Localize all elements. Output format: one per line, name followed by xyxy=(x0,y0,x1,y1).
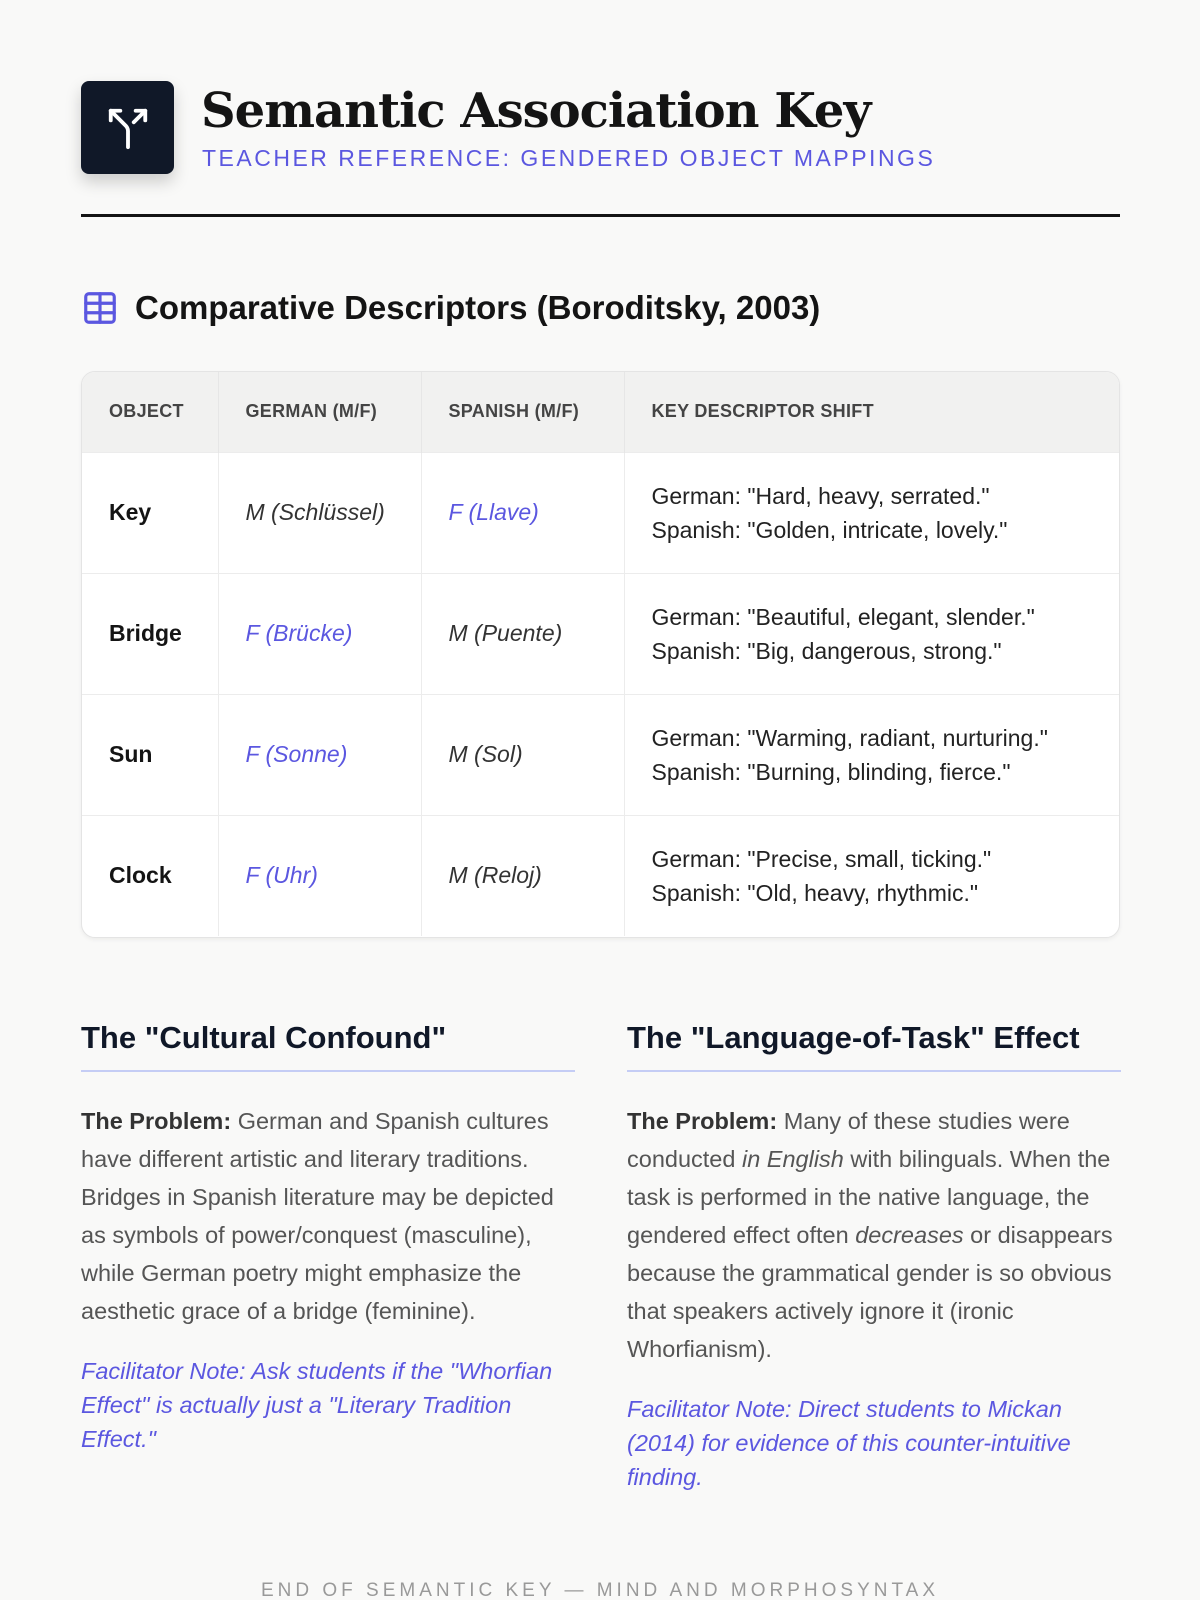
object-cell: Sun xyxy=(82,694,218,815)
german-descriptor: German: "Hard, heavy, serrated." xyxy=(651,482,990,509)
german-descriptor: German: "Warming, radiant, nurturing." xyxy=(651,724,1048,751)
spanish-descriptor: Spanish: "Burning, blinding, fierce." xyxy=(651,758,1011,785)
german-descriptor: German: "Precise, small, ticking." xyxy=(651,845,992,872)
table-row xyxy=(82,694,1119,815)
table-icon xyxy=(81,289,119,327)
table-row xyxy=(82,815,1119,936)
descriptor-cell xyxy=(624,452,1119,573)
card-title: The "Language-of-Task" Effect xyxy=(627,1020,1121,1072)
table-header-row xyxy=(82,372,1119,452)
header xyxy=(81,81,1120,217)
column-header-object: OBJECT xyxy=(82,372,218,452)
column-header-descriptor: KEY DESCRIPTOR SHIFT xyxy=(624,372,1119,452)
spanish-descriptor: Spanish: "Golden, intricate, lovely." xyxy=(651,516,1008,543)
facilitator-note: Facilitator Note: Direct students to Mickan (2014) for evidence of this counter-intuitive finding. xyxy=(627,1396,1071,1490)
descriptor-cell xyxy=(624,573,1119,694)
section-heading xyxy=(81,286,820,330)
column-header-spanish: SPANISH (M/F) xyxy=(421,372,624,452)
emphasis-text: in English xyxy=(741,1146,844,1172)
card-body xyxy=(81,1102,575,1330)
problem-text: or disappears because the grammatical gender is so obvious that speakers actively ignore it (ironic Whorfianism). xyxy=(627,1222,1113,1362)
german-cell: M (Schlüssel) xyxy=(218,452,421,573)
page-title: Semantic Association Key xyxy=(201,83,871,139)
object-cell: Key xyxy=(82,452,218,573)
spanish-descriptor: Spanish: "Old, heavy, rhythmic." xyxy=(651,879,979,906)
problem-text: German and Spanish cultures have different artistic and literary traditions. Bridges in Spanish literature may be depicted as symbols of power/conquest (masculine), while German poetry might emphasize the aesthetic grace of a bridge (feminine). xyxy=(81,1108,554,1324)
spanish-cell: M (Puente) xyxy=(421,573,624,694)
spanish-descriptor: Spanish: "Big, dangerous, strong." xyxy=(651,637,1002,664)
facilitator-note: Facilitator Note: Ask students if the "Whorfian Effect" is actually just a "Literary Tradition Effect." xyxy=(81,1358,553,1452)
object-cell: Bridge xyxy=(82,573,218,694)
column-header-german: GERMAN (M/F) xyxy=(218,372,421,452)
table-row xyxy=(82,452,1119,573)
problem-label: The Problem: xyxy=(81,1108,232,1134)
descriptor-table xyxy=(81,371,1120,938)
language-of-task-card xyxy=(627,1020,1121,1494)
descriptor-cell xyxy=(624,694,1119,815)
spanish-cell: M (Reloj) xyxy=(421,815,624,936)
problem-label: The Problem: xyxy=(627,1108,778,1134)
german-cell: F (Brücke) xyxy=(218,573,421,694)
table-row xyxy=(82,573,1119,694)
german-descriptor: German: "Beautiful, elegant, slender." xyxy=(651,603,1035,630)
branch-arrow-icon xyxy=(105,105,151,151)
cultural-confound-card xyxy=(81,1020,575,1456)
german-cell: F (Uhr) xyxy=(218,815,421,936)
card-title: The "Cultural Confound" xyxy=(81,1020,575,1072)
problem-text: Many of these studies were conducted xyxy=(627,1108,1070,1172)
card-body xyxy=(627,1102,1121,1368)
object-cell: Clock xyxy=(82,815,218,936)
emphasis-text: decreases xyxy=(855,1222,964,1248)
footer: END OF SEMANTIC KEY — MIND AND MORPHOSYNTAX xyxy=(260,1580,940,1600)
logo xyxy=(81,81,174,174)
spanish-cell: M (Sol) xyxy=(421,694,624,815)
page-subtitle: TEACHER REFERENCE: GENDERED OBJECT MAPPINGS xyxy=(202,145,936,171)
german-cell: F (Sonne) xyxy=(218,694,421,815)
descriptor-cell xyxy=(624,815,1119,936)
section-title: Comparative Descriptors (Boroditsky, 2003) xyxy=(135,289,821,326)
problem-text: with bilinguals. When the task is performed in the native language, the gendered effect often xyxy=(627,1146,1111,1248)
spanish-cell: F (Llave) xyxy=(421,452,624,573)
header-divider xyxy=(81,214,1120,217)
